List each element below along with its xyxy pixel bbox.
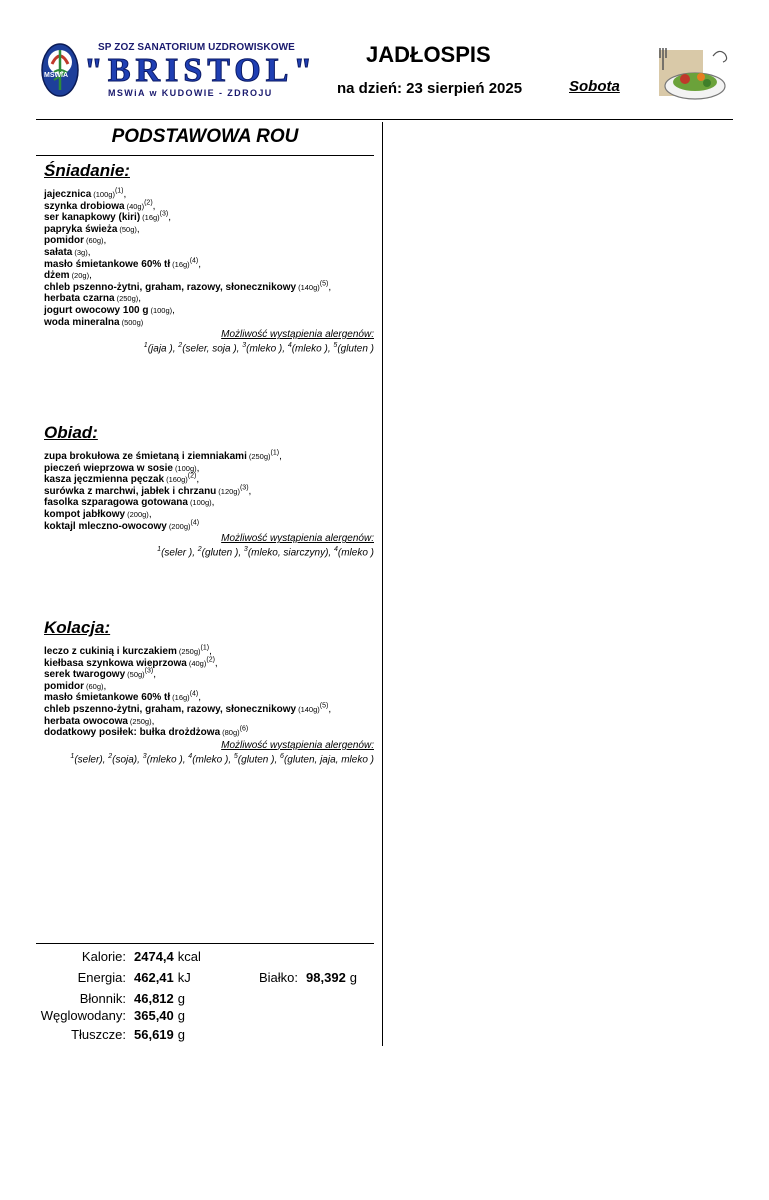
nutrition-unit: kJ [177, 970, 191, 985]
meal-item: jajecznica (100g)$^{(1)}$, [44, 187, 127, 200]
meal-item: kiełbasa szynkowa wieprzowa (40g)$^{(2)}$, [44, 656, 218, 669]
allergen-list [44, 546, 374, 558]
nutrition-energia [36, 970, 191, 985]
allergen-ref: (5) [319, 702, 329, 710]
logo-main-text: "BRISTOL" [84, 52, 318, 89]
meal-item: pomidor (60g), [44, 680, 107, 692]
item-name: ser kanapkowy (kiri) [44, 212, 141, 224]
allergen-number: 1 [143, 342, 148, 350]
allergen-list [44, 753, 374, 765]
nutrition-value: 2474,4 [134, 949, 174, 964]
item-quantity: (40g) [188, 658, 207, 668]
item-quantity: (16g) [172, 259, 190, 269]
allergen-number: 2 [178, 342, 183, 350]
food-plate-icon [655, 44, 731, 104]
meal-item-list [44, 189, 374, 328]
item-name: pieczeń wieprzowa w sosie [44, 462, 173, 474]
allergen-name: (mleko ), [192, 754, 232, 766]
nutrition-label: Błonnik: [79, 991, 126, 1006]
allergen-ref: (3) [239, 484, 249, 492]
item-name: szynka drobiowa [44, 200, 125, 212]
item-quantity: (250g) [116, 294, 139, 304]
allergen-number: 3 [242, 342, 247, 350]
allergen-ref: (1) [270, 449, 280, 457]
page-header [0, 0, 769, 122]
item-name: kiełbasa szynkowa wieprzowa [44, 657, 187, 669]
item-quantity: (16g) [172, 693, 190, 703]
item-quantity: (40g) [126, 201, 145, 211]
meal-item: dżem (20g), [44, 270, 92, 282]
item-quantity: (250g) [129, 716, 152, 726]
allergen-number: 4 [287, 342, 292, 350]
nutrition-unit: g [177, 1008, 185, 1023]
logo-top-text: SP ZOZ SANATORIUM UZDROWISKOWE [98, 42, 295, 53]
nutrition-label: Energia: [77, 970, 126, 985]
header-divider [36, 119, 733, 120]
allergen-header: Możliwość wystąpienia alergenów: [221, 533, 374, 545]
meal-item: kompot jabłkowy (200g), [44, 508, 152, 520]
column-divider [382, 122, 383, 1046]
meal-item: papryka świeża (50g), [44, 223, 140, 235]
meal-item-list [44, 451, 374, 532]
meal-item: jogurt owocowy 100 g (100g), [44, 304, 175, 316]
item-name: herbata czarna [44, 293, 115, 305]
item-name: dżem [44, 270, 70, 282]
meal-item: serek twarogowy (50g)$^{(3)}$, [44, 667, 157, 681]
allergen-name: (seler, soja ), [182, 343, 240, 355]
item-quantity: (100g) [93, 190, 115, 199]
item-name: dodatkowy posiłek: bułka drożdżowa [44, 727, 221, 739]
sanatorium-logo [84, 40, 334, 102]
allergen-number: 1 [157, 546, 162, 554]
nutrition-value: 462,41 [134, 970, 174, 985]
item-quantity: (250g) [248, 452, 271, 461]
allergen-number: 5 [233, 752, 238, 760]
meal-dinner [44, 618, 374, 765]
item-name: sałata [44, 246, 73, 258]
allergen-ref: (5) [319, 280, 329, 288]
allergen-ref: (4) [189, 691, 199, 699]
allergen-name: (mleko ), [291, 343, 331, 355]
allergen-ref: (2) [187, 472, 197, 480]
item-quantity: (80g) [222, 728, 240, 738]
item-quantity: (160g) [166, 475, 188, 485]
allergen-number: 4 [188, 752, 193, 760]
meal-item: herbata owocowa (250g), [44, 715, 155, 727]
item-quantity: (200g) [168, 521, 191, 531]
meal-item [44, 521, 374, 533]
item-name: kompot jabłkowy [44, 508, 126, 520]
allergen-ref: (3) [159, 210, 169, 218]
nutrition-weglowodany [36, 1008, 185, 1023]
item-name: chleb pszenno-żytni, graham, razowy, słonecznikowy [44, 281, 297, 293]
sanatorium-emblem-icon [40, 42, 80, 98]
meal-item: zupa brokułowa ze śmietaną i ziemniakami (250g)$^{(1)}$, [44, 449, 282, 462]
page-title: JADŁOSPIS [366, 42, 491, 67]
diet-title-rule [36, 155, 374, 156]
logo-bottom-text: MSWiA w KUDOWIE - ZDROJU [108, 88, 273, 98]
allergen-name: (mleko ), [246, 343, 286, 355]
nutrition-blonnik [36, 991, 185, 1006]
nutrition-label: Węglowodany: [40, 1008, 126, 1023]
diet-title: PODSTAWOWA ROU [111, 126, 299, 147]
meal-item: sałata (3g), [44, 246, 91, 258]
nutrition-label: Kalorie: [81, 949, 126, 964]
meal-item: pomidor (60g), [44, 235, 107, 247]
item-quantity: (60g) [86, 681, 104, 691]
meal-item: fasolka szparagowa gotowana (100g), [44, 497, 215, 509]
allergen-name: (jaja ), [147, 343, 176, 355]
allergen-name: (mleko ) [337, 547, 374, 559]
allergen-ref: (1) [114, 187, 124, 195]
meal-item: herbata czarna (250g), [44, 293, 142, 305]
item-name: woda mineralna [44, 316, 120, 328]
allergen-name: (gluten, jaja, mleko ) [283, 754, 374, 766]
item-quantity: (16g) [142, 213, 160, 223]
item-name: masło śmietankowe 60% tł [44, 692, 171, 704]
meal-title: Śniadanie: [44, 161, 130, 180]
allergen-number: 5 [333, 342, 338, 350]
nutrition-kalorie [36, 949, 201, 964]
item-name: jajecznica [44, 189, 92, 200]
allergen-name: (gluten ) [337, 343, 374, 355]
nutrition-tluszcze [36, 1027, 185, 1042]
allergen-number: 3 [243, 546, 248, 554]
meal-item [44, 727, 374, 739]
allergen-ref: (3) [144, 667, 154, 675]
item-quantity: (200g) [127, 509, 149, 519]
nutrition-label: Białko: [259, 970, 299, 985]
allergen-name: (mleko, siarczyny), [247, 547, 332, 559]
allergen-number: 6 [280, 752, 284, 760]
item-name: surówka z marchwi, jabłek i chrzanu [44, 485, 217, 497]
nutrition-divider [36, 943, 374, 944]
allergen-name: (gluten ), [201, 547, 242, 559]
menu-date: na dzień: 23 sierpień 2025 [337, 80, 523, 97]
allergen-name: (seler ), [161, 547, 195, 559]
meal-breakfast [44, 161, 374, 354]
item-quantity: (500g) [121, 317, 144, 327]
meal-item: masło śmietankowe 60% tł (16g)$^{(4)}$, [44, 691, 202, 704]
meal-item: surówka z marchwi, jabłek i chrzanu (120g)$^{(3)}$, [44, 484, 252, 497]
allergen-header: Możliwość wystąpienia alergenów: [221, 329, 374, 341]
item-name: serek twarogowy [44, 669, 126, 681]
item-name: chleb pszenno-żytni, graham, razowy, słonecznikowy [44, 703, 297, 715]
nutrition-value: 46,812 [134, 991, 174, 1006]
nutrition-unit: g [177, 991, 185, 1006]
allergen-ref: (6) [239, 725, 249, 733]
nutrition-value: 98,392 [306, 970, 346, 985]
item-name: kasza jęczmienna pęczak [44, 474, 165, 486]
meal-item: chleb pszenno-żytni, graham, razowy, słonecznikowy (140g)$^{(5)}$, [44, 702, 332, 715]
allergen-header: Możliwość wystąpienia alergenów: [221, 739, 374, 751]
meal-item: masło śmietankowe 60% tł (16g)$^{(4)}$, [44, 257, 202, 270]
item-quantity: (3g) [74, 247, 88, 257]
allergen-number: 4 [333, 546, 338, 554]
allergen-ref: (2) [144, 199, 153, 207]
item-quantity: (100g) [189, 498, 212, 508]
allergen-name: (mleko ), [146, 754, 186, 766]
allergen-ref: (1) [200, 644, 210, 652]
allergen-number: 1 [70, 752, 75, 760]
item-quantity: (100g) [174, 463, 197, 473]
nutrition-bialko [259, 970, 357, 985]
allergen-number: 2 [108, 752, 113, 760]
item-quantity: (250g) [178, 647, 201, 656]
item-name: fasolka szparagowa gotowana [44, 497, 188, 509]
meal-item-list [44, 646, 374, 739]
item-name: herbata owocowa [44, 715, 128, 727]
nutrition-value: 56,619 [134, 1027, 174, 1042]
item-name: masło śmietankowe 60% tł [44, 258, 171, 270]
item-name: pomidor [44, 680, 84, 692]
nutrition-label: Tłuszcze: [71, 1027, 126, 1042]
nutrition-value: 365,40 [134, 1008, 174, 1023]
item-quantity: (20g) [71, 271, 90, 281]
nutrition-unit: kcal [177, 949, 201, 964]
item-quantity: (120g) [218, 486, 240, 496]
emblem-text: MSWiA [44, 72, 69, 79]
meal-title: Obiad: [44, 423, 98, 442]
item-name: jogurt owocowy 100 g [44, 304, 149, 316]
meal-item [44, 317, 374, 329]
allergen-number: 3 [142, 752, 147, 760]
item-quantity: (50g) [127, 670, 145, 680]
item-name: koktajl mleczno-owocowy [44, 520, 167, 532]
allergen-name: (gluten ), [237, 754, 278, 766]
meal-title: Kolacja: [44, 618, 111, 637]
item-quantity: (60g) [86, 236, 104, 246]
meal-item: pieczeń wieprzowa w sosie (100g), [44, 462, 200, 474]
item-name: pomidor [44, 235, 84, 247]
item-quantity: (140g) [298, 282, 320, 292]
item-name: papryka świeża [44, 223, 118, 235]
nutrition-unit: g [177, 1027, 185, 1042]
allergen-name: (soja), [112, 754, 140, 766]
meal-item: kasza jęczmienna pęczak (160g)$^{(2)}$, [44, 472, 200, 486]
item-quantity: (50g) [119, 224, 137, 234]
item-name: leczo z cukinią i kurczakiem [44, 646, 177, 657]
allergen-ref: (4) [190, 519, 200, 527]
allergen-list [44, 342, 374, 354]
meal-item: ser kanapkowy (kiri) (16g)$^{(3)}$, [44, 210, 172, 224]
item-name: zupa brokułowa ze śmietaną i ziemniakami [44, 451, 247, 462]
allergen-ref: (4) [189, 257, 199, 265]
item-quantity: (140g) [298, 704, 320, 714]
meal-item: leczo z cukinią i kurczakiem (250g)$^{(1)}$, [44, 644, 212, 657]
menu-day: Sobota [569, 78, 620, 95]
nutrition-unit: g [349, 970, 358, 985]
meal-item: szynka drobiowa (40g)$^{(2)}$, [44, 199, 156, 212]
allergen-name: (seler), [74, 754, 106, 766]
meal-lunch [44, 423, 374, 558]
allergen-ref: (2) [206, 656, 215, 664]
item-quantity: (100g) [150, 305, 173, 315]
meal-item: chleb pszenno-żytni, graham, razowy, słonecznikowy (140g)$^{(5)}$, [44, 280, 332, 293]
allergen-number: 2 [197, 546, 202, 554]
